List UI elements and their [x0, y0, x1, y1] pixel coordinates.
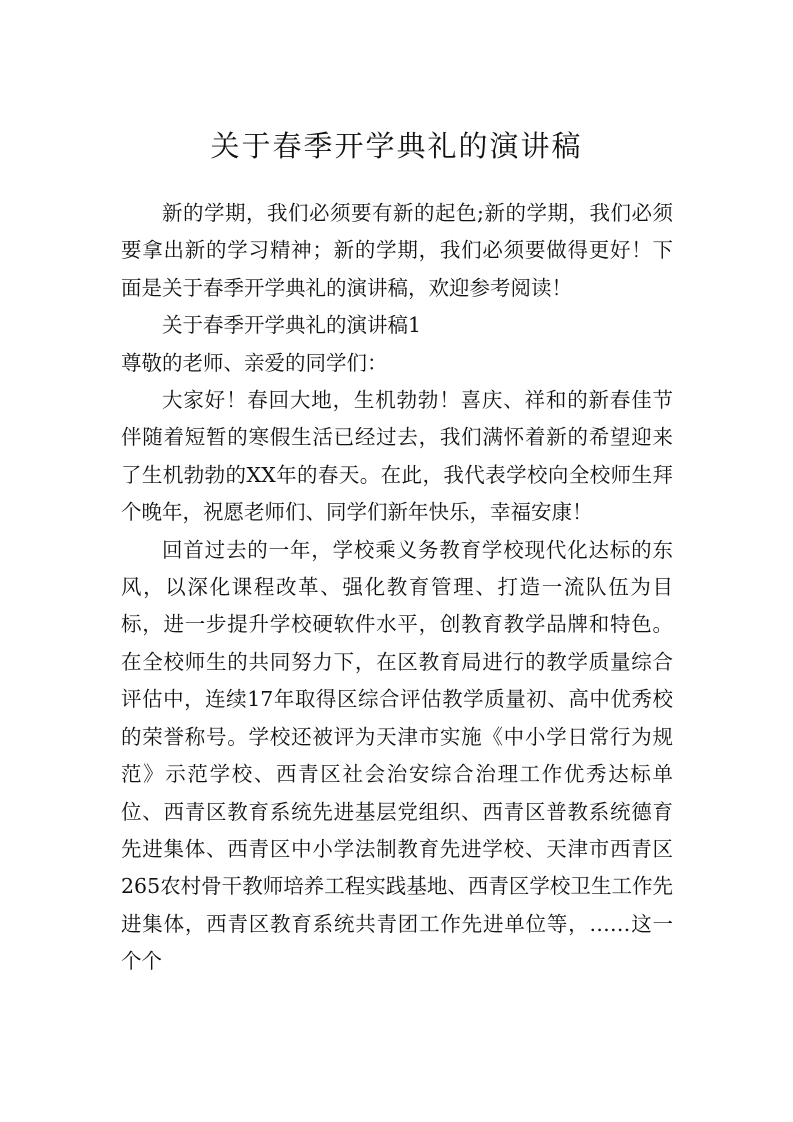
salutation-line: 尊敬的老师、亲爱的同学们：	[121, 350, 388, 375]
greeting-paragraph: 大家好！春回大地，生机勃勃！喜庆、祥和的新春佳节伴随着短暂的寒假生活已经过去，我们满怀着新的希望迎来了生机勃勃的XX年的春天。在此，我代表学校向全校师生拜个晚年，祝愿老师们、同学们新年快乐，幸福安康！	[121, 388, 673, 525]
document-body	[121, 195, 673, 981]
intro-paragraph: 新的学期，我们必须要有新的起色;新的学期，我们必须要拿出新的学习精神；新的学期，我们必须要做得更好！下面是关于春季开学典礼的演讲稿，欢迎参考阅读！	[121, 201, 673, 300]
document-title: 关于春季开学典礼的演讲稿	[210, 129, 583, 163]
section-heading: 关于春季开学典礼的演讲稿1	[162, 313, 422, 338]
review-paragraph: 回首过去的一年，学校乘义务教育学校现代化达标的东风，以深化课程改革、强化教育管理、打造一流队伍为目标，进一步提升学校硬软件水平，创教育教学品牌和特色。在全校师生的共同努力下，在区教育局进行的教学质量综合评估中，连续17年取得区综合评估教学质量初、高中优秀校的荣誉称号。学校还被评为天津市实施《中小学日常行为规范》示范学校、西青区社会治安综合治理工作优秀达标单位、西青区教育系统先进基层党组织、西青区普教系统德育先进集体、西青区中小学法制教育先进学校、天津市西青区265农村骨干教师培养工程实践基地、西青区学校卫生工作先进集体，西青区教育系统共青团工作先进单位等，……这一个个	[121, 537, 673, 974]
